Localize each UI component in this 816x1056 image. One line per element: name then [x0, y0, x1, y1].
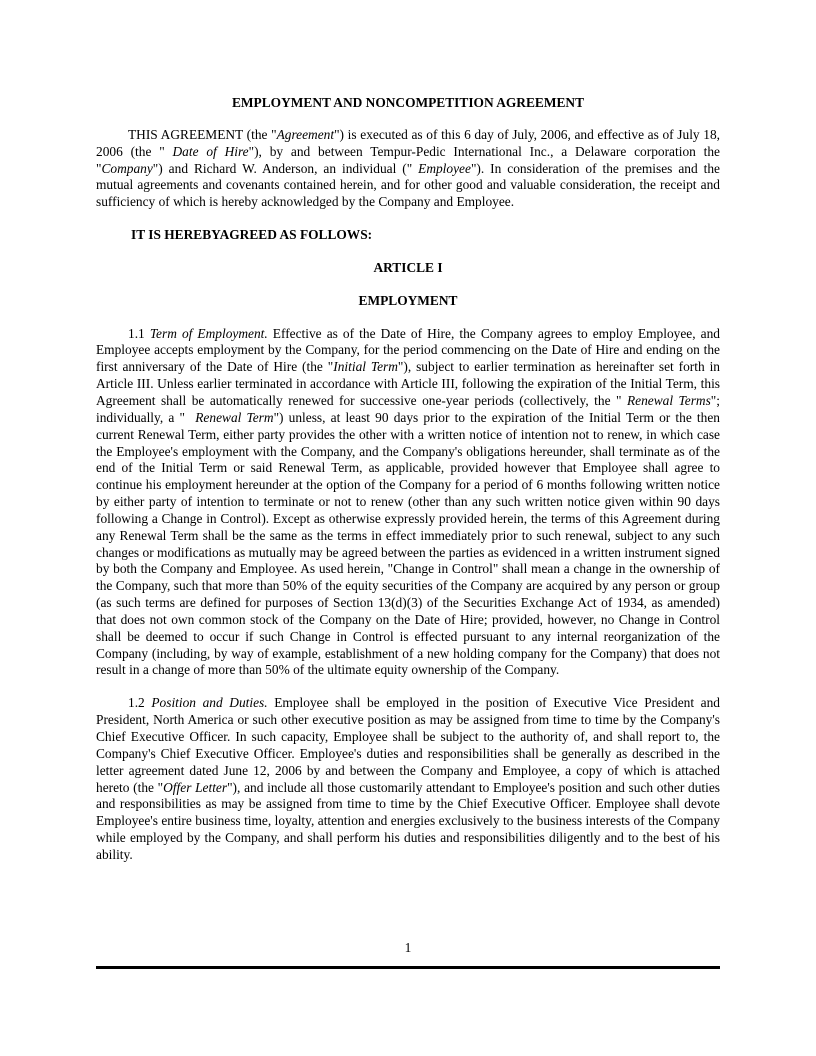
intro-paragraph — [96, 127, 720, 211]
section-1-2-number: 1.2 — [128, 695, 152, 711]
section-1-1-text-3: "; individually, a " — [96, 392, 724, 425]
intro-text-3: "), by and between Tempur-Pedic International Inc., a Delaware corporation the " — [96, 143, 720, 176]
term-offer-letter: Offer Letter — [163, 779, 228, 795]
intro-text-5: "). In consideration of the premises and the mutual agreements and covenants contained herein, and for other good and valuable consideration, the receipt and sufficiency of which is hereby acknowledged by the Company and Employee. — [96, 160, 720, 210]
intro-text-1: THIS AGREEMENT (the " — [128, 126, 277, 142]
section-1-1-text-4: ") unless, at least 90 days prior to the expiration of the Initial Term or the then current Renewal Term, either party provides the other with a written notice of intention not to renew, in which case the Employee's employment with the Company, and the Company's obligations hereunder, shall terminate as of the end of the Initial Term or said Renewal Term, as applicable, provided however that Employee shall agree to continue his employment hereunder at the option of the Company for a period of 6 months following written notice by either party of intention to terminate or not to renew (other than any such written notice given within 90 days following a Change in Control). Except as otherwise expressly provided herein, the terms of this Agreement during any Renewal Term shall be the same as the terms in effect immediately prior to such renewal, subject to any such changes or modifications as mutually may be agreed between the parties as evidenced in a written instrument signed by both the Company and Employee. As used herein, "Change in Control" shall mean a change in the ownership of the Company, such that more than 50% of the equity securities of the Company are acquired by any person or group (as such terms are defined for purposes of Section 13(d)(3) of the Securities Exchange Act of 1934, as amended) that does not own common stock of the Company on the Date of Hire; provided, however, no Change in Control shall be deemed to occur if such Change in Control is effected pursuant to any internal reorganization of the Company (including, by way of example, establishment of a new holding company for the Company) that does not result in a change of more than 50% of the ultimate equity ownership of the Company. — [96, 409, 720, 678]
section-1-2-heading: Position and Duties. — [151, 695, 268, 711]
article-title: EMPLOYMENT — [358, 292, 458, 308]
section-1-2-text-2: "), and include all those customarily attendant to Employee's position and such other duties and responsibilities as may be assigned from time to time by the Chief Executive Officer. Employee shall devote Employee's entire business time, loyalty, attention and energies exclusively to the business interests of the Company while employed by the Company, and shall perform his duties and responsibilities diligently and to the best of his ability. — [96, 779, 720, 862]
term-date-of-hire: Date of Hire — [172, 143, 249, 159]
section-1-2 — [96, 695, 720, 863]
hereby-agreed-heading: IT IS HEREBYAGREED AS FOLLOWS: — [131, 227, 373, 243]
footer-rule — [96, 966, 720, 969]
intro-text-4: ") and Richard W. Anderson, an individual (" — [152, 160, 419, 176]
article-heading: ARTICLE I — [373, 259, 443, 275]
term-renewal-terms: Renewal Terms — [626, 392, 711, 408]
term-company: Company — [101, 160, 153, 176]
section-1-1 — [96, 325, 724, 680]
term-employee: Employee — [418, 160, 471, 176]
document-page — [96, 95, 724, 864]
section-1-2-text-1: Employee shall be employed in the position of Executive Vice President and President, North America or such other executive position as may be assigned from time to time by the Company's Chief Executive Officer. In such capacity, Employee shall be subject to the authority of, and shall report to, the Company's Chief Executive Officer. Employee's duties and responsibilities shall be generally as described in the letter agreement dated June 12, 2006 by and between the Company and Employee, a copy of which is attached hereto (the " — [96, 695, 721, 795]
term-initial-term: Initial Term — [333, 359, 398, 375]
page-number: 1 — [404, 940, 412, 955]
document-title: EMPLOYMENT AND NONCOMPETITION AGREEMENT — [231, 95, 585, 110]
section-1-1-text-2: "), subject to earlier termination as hereinafter set forth in Article III. Unless earlier terminated in accordance with Article III, following the expiration of the Initial Term, this Agreement shall be automatically renewed for successive one-year periods (collectively, the " — [96, 359, 720, 408]
term-agreement: Agreement — [276, 126, 335, 142]
section-1-1-heading: Term of Employment. — [149, 325, 268, 341]
section-1-1-number: 1.1 — [128, 325, 150, 341]
intro-text-2: ") is executed as of this 6 day of July, 2006, and effective as of July 18, 2006 (the " — [96, 126, 720, 159]
section-1-1-text-1: Effective as of the Date of Hire, the Company agrees to employ Employee, and Employee accepts employment by the Company, for the period commencing on the Date of Hire and ending on the first anniversary of the Date of Hire (the " — [96, 325, 721, 375]
term-renewal-term: Renewal Term — [195, 409, 274, 425]
